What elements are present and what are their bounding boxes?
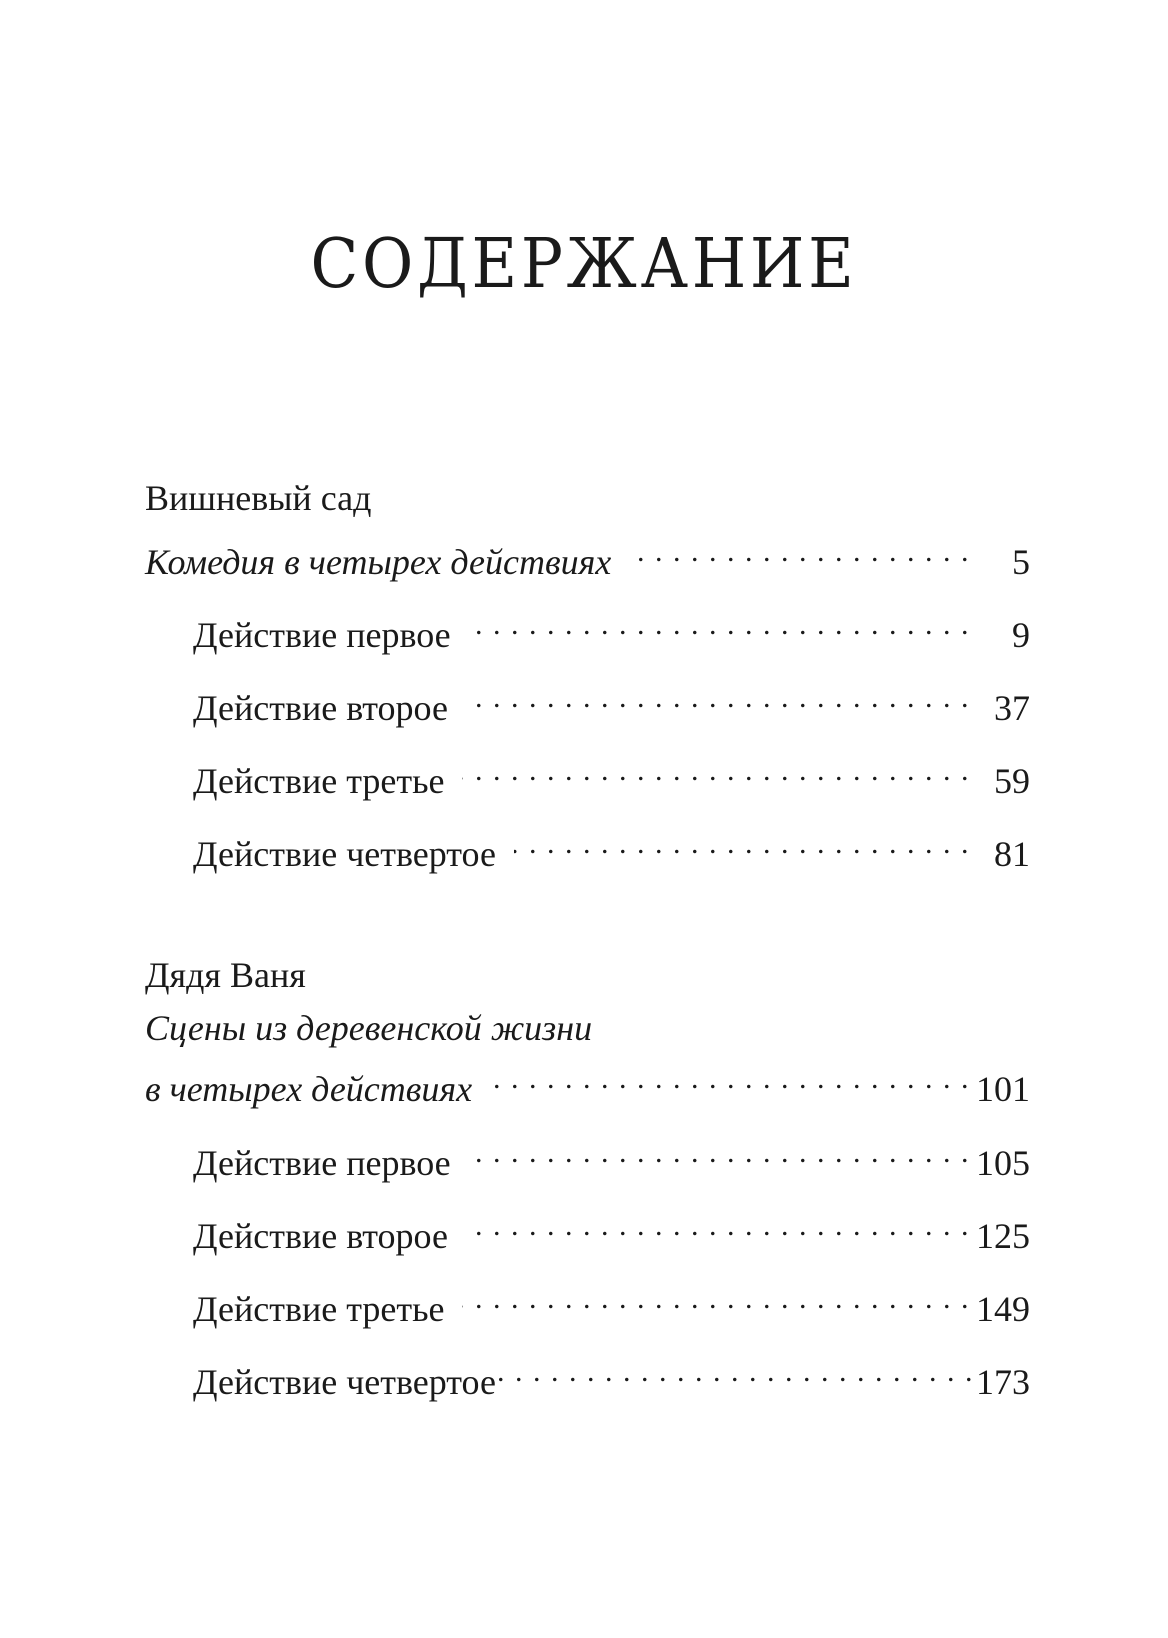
dot-leader	[469, 603, 970, 647]
act-label: Действие первое	[193, 615, 451, 655]
toc-entry-act[interactable]	[193, 1131, 1030, 1183]
act-label: Действие третье	[193, 761, 445, 801]
work-subtitle: Сцены из деревенской жизни	[145, 1008, 593, 1048]
dot-leader	[466, 676, 970, 720]
toc-entry-act[interactable]	[193, 603, 1030, 655]
toc-entry-work-1-subtitle[interactable]	[145, 530, 1030, 582]
page-number: 59	[994, 761, 1030, 801]
page-number: 37	[994, 688, 1030, 728]
act-label: Действие четвертое	[193, 1362, 496, 1402]
page-number: 149	[976, 1289, 1030, 1329]
dot-leader	[469, 1131, 970, 1175]
dot-leader	[462, 749, 970, 793]
toc-entry-act[interactable]	[193, 1277, 1030, 1329]
page-title: СОДЕРЖАНИЕ	[310, 224, 858, 304]
page-number: 173	[976, 1362, 1030, 1402]
work-title-uncle-vanya	[145, 953, 1030, 997]
act-label: Действие третье	[193, 1289, 445, 1329]
toc-entry-act[interactable]	[193, 676, 1030, 728]
act-label: Действие четвертое	[193, 834, 496, 874]
work-subtitle: в четырех действиях	[145, 1069, 473, 1109]
dot-leader	[629, 530, 970, 574]
page-number: 81	[994, 834, 1030, 874]
dot-leader	[462, 1277, 970, 1321]
page-number: 101	[976, 1069, 1030, 1109]
toc-entry-act[interactable]	[193, 1350, 1030, 1402]
act-label: Действие второе	[193, 688, 448, 728]
page-number: 5	[1012, 542, 1030, 582]
act-label: Действие второе	[193, 1216, 448, 1256]
work-title: Дядя Ваня	[145, 955, 306, 995]
dot-leader	[466, 1204, 970, 1248]
work-title: Вишневый сад	[145, 478, 372, 518]
toc-entry-act[interactable]	[193, 749, 1030, 801]
work-title-cherry-orchard	[145, 476, 1030, 520]
work-subtitle: Комедия в четырех действиях	[145, 542, 612, 582]
dot-leader	[490, 1057, 970, 1101]
dot-leader	[514, 822, 970, 866]
toc-entry-act[interactable]	[193, 822, 1030, 874]
act-label: Действие первое	[193, 1143, 451, 1183]
page-number: 105	[976, 1143, 1030, 1183]
dot-leader	[498, 1350, 974, 1394]
work-subtitle-line-1	[145, 1006, 1030, 1050]
page-number: 9	[1012, 615, 1030, 655]
toc-entry-work-2-subtitle[interactable]	[145, 1057, 1030, 1109]
page-number: 125	[976, 1216, 1030, 1256]
toc-entry-act[interactable]	[193, 1204, 1030, 1256]
